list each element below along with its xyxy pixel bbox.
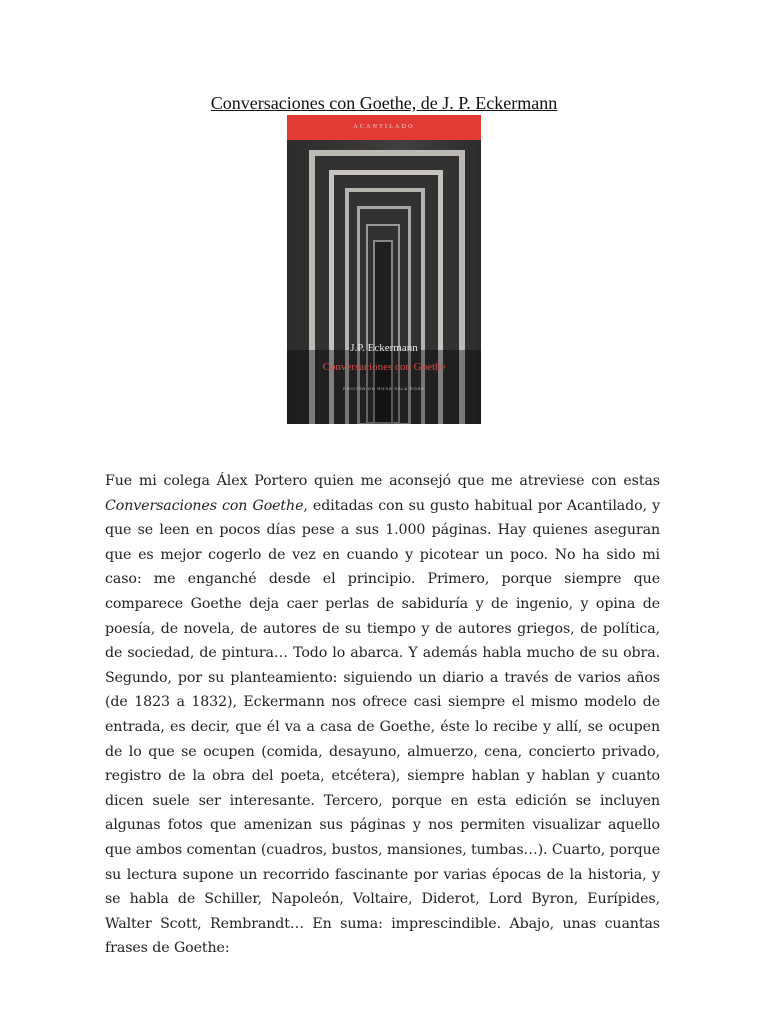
cover-edition: EDICIÓN DE ROSA SALA ROSE [343, 386, 425, 391]
book-title-italic: Conversaciones con Goethe [105, 497, 304, 514]
cover-hallway-photo [287, 140, 481, 424]
cover-book-title: Conversaciones con Goethe [322, 361, 446, 373]
body-paragraph [105, 469, 660, 961]
page-title: Conversaciones con Goethe, de J. P. Eckermann [210, 93, 558, 113]
book-cover-image [287, 115, 481, 424]
cover-author: J.P. Eckermann [350, 342, 418, 354]
paragraph-text: Fue mi colega Álex Portero quien me aconsejó que me atreviese con estas [105, 473, 660, 489]
paragraph-text: , editadas con su gusto habitual por Acantilado, y que se leen en pocos días pese a sus 1.000 páginas. Hay quienes aseguran que es mejor cogerlo de vez en cuando y picotear un poco. No ha sido mi caso: me enganché desde el principio. Primero, porque siempre que comparece Goethe deja caer perlas de sabiduría y de ingenio, y opina de poesía, de novela, de autores de su tiempo y de autores griegos, de política, de sociedad, de pintura… Todo lo abarca. Y además habla mucho de su obra. Segundo, por su planteamiento: siguiendo un diario a través de varios años (de 1823 a 1832), Eckermann nos ofrece casi siempre el mismo modelo de entrada, es decir, que él va a casa de Goethe, éste lo recibe y allí, se ocupen de lo que se ocupen (comida, desayuno, almuerzo, cena, concierto privado, registro de la obra del poeta, etcétera), siempre hablan y hablan y cuanto dicen suele ser interesante. Tercero, porque en esta edición se incluyen algunas fotos que amenizan sus páginas y nos permiten visualizar aquello que ambos comentan (cuadros, bustos, mansiones, tumbas…). Cuarto, porque su lectura supone un recorrido fascinante por varias épocas de la historia, y se habla de Schiller, Napoleón, Voltaire, Diderot, Lord Byron, Eurípides, Walter Scott, Rembrandt… En suma: imprescindible. Abajo, unas cuantas frases de Goethe: [105, 497, 660, 957]
cover-publisher-band: ACANTILADO [287, 115, 481, 140]
